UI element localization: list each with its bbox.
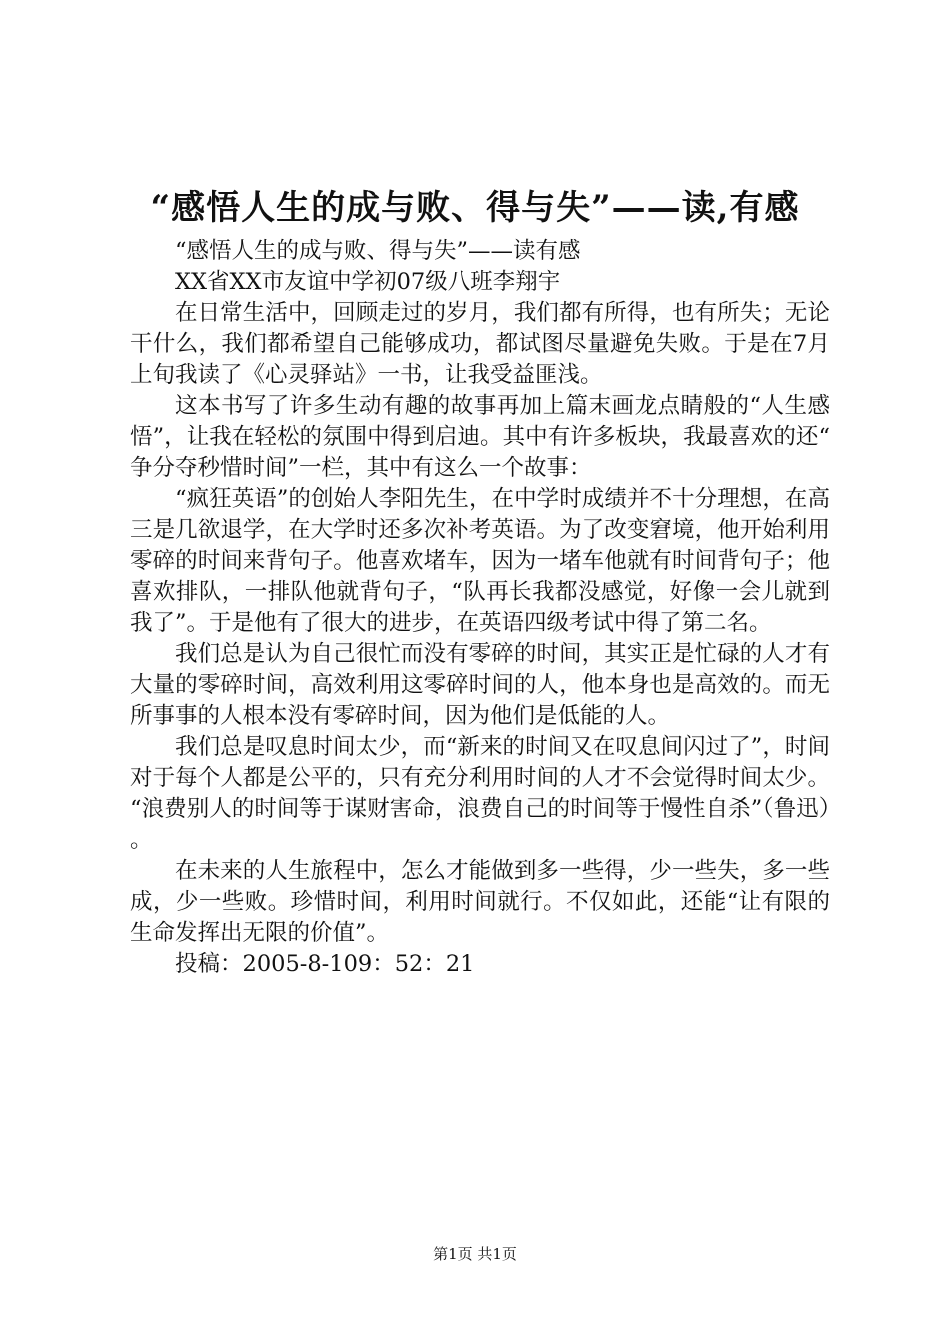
paragraph: 我们总是认为自己很忙而没有零碎的时间，其实正是忙碌的人才有大量的零碎时间，高效利用这零碎时间的人，他本身也是高效的。而无所事事的人根本没有零碎时间，因为他们是低能的人。 — [130, 641, 830, 729]
paragraph: “疯狂英语”的创始人李阳先生，在中学时成绩并不十分理想，在高三是几欲退学，在大学时还多次补考英语。为了改变窘境，他开始利用零碎的时间来背句子。他喜欢堵车，因为一堵车他就有时间背句子；他喜欢排队，一排队他就背句子，“队再长我都没感觉，好像一会儿就到我了”。于是他有了很大的进步，在英语四级考试中得了第二名。 — [130, 486, 830, 636]
paragraph-subtitle: “感悟人生的成与败、得与失”——读有感 — [175, 238, 581, 264]
paragraph: 在日常生活中，回顾走过的岁月，我们都有所得，也有所失；无论干什么，我们都希望自己能够成功，都试图尽量避免失败。于是在7月上旬我读了《心灵驿站》一书，让我受益匪浅。 — [130, 300, 830, 388]
paragraph: 在未来的人生旅程中，怎么才能做到多一些得，少一些失，多一些成，少一些败。珍惜时间，利用时间就行。不仅如此，还能“让有限的生命发挥出无限的价值”。 — [130, 858, 830, 946]
page-footer: 第1页 共1页 — [433, 1245, 517, 1263]
paragraph-submission-date: 投稿：2005-8-109：52：21 — [175, 951, 475, 977]
paragraph-author: XX省XX市友谊中学初07级八班李翔宇 — [175, 269, 561, 295]
document-title: “感悟人生的成与败、得与失”——读,有感 — [150, 188, 800, 228]
document-body — [130, 236, 830, 980]
paragraph: 这本书写了许多生动有趣的故事再加上篇末画龙点睛般的“人生感悟”，让我在轻松的氛围中得到启迪。其中有许多板块，我最喜欢的还“争分夺秒惜时间”一栏，其中有这么一个故事： — [130, 393, 830, 481]
paragraph: 我们总是叹息时间太少，而“新来的时间又在叹息间闪过了”，时间对于每个人都是公平的，只有充分利用时间的人才不会觉得时间太少。“浪费别人的时间等于谋财害命，浪费自己的时间等于慢性自杀”（鲁迅）。 — [130, 734, 830, 853]
